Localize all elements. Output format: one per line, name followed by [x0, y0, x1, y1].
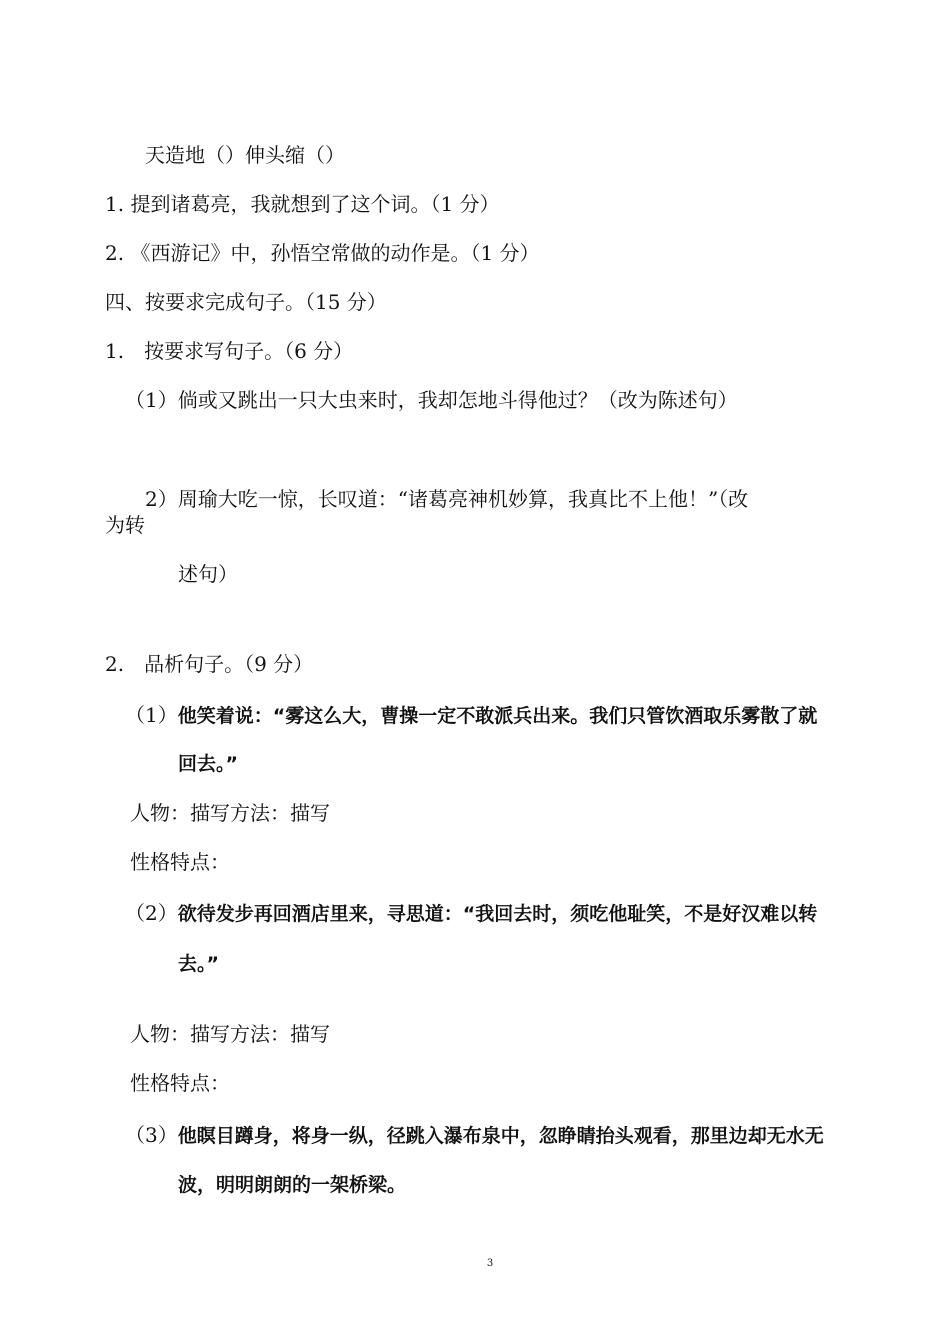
task-1-item-2: 2）周瑜大吃一惊，长叹道：“诸葛亮神机妙算，我真比不上他！”（改	[145, 487, 749, 511]
task-2-item-1-cont: 回去。”	[178, 753, 238, 775]
task-2-item-2	[125, 900, 817, 927]
question-2-line: 2. 《西游记》中，孙悟空常做的动作是。（1 分）	[105, 241, 540, 265]
question-1-line: 1. 提到诸葛亮，我就想到了这个词。（1 分）	[105, 192, 500, 216]
task-1-item-1: （1）倘或又跳出一只大虫来时，我却怎地斗得他过？（改为陈述句）	[125, 388, 738, 412]
item-2-character-line: 人物：描写方法：描写	[130, 1022, 330, 1046]
task-1-item-2-wrap: 为转	[105, 513, 145, 537]
item-text: 他笑着说：“雾这么大，曹操一定不敢派兵出来。我们只管饮酒取乐雾散了就	[177, 705, 818, 727]
task-2-item-1	[125, 702, 817, 729]
item-number: （2）	[125, 901, 178, 925]
item-1-trait-line: 性格特点：	[130, 850, 230, 874]
task-2-item-3-cont: 波，明明朗朗的一架桥梁。	[178, 1174, 407, 1196]
item-text: 欲待发步再回酒店里来，寻思道：“我回去时，须吃他耻笑，不是好汉难以转	[177, 903, 818, 925]
page-number: 3	[486, 1258, 494, 1269]
section-4-heading: 四、按要求完成句子。（15 分）	[105, 290, 387, 314]
item-text: 他瞑目蹲身，将身一纵，径跳入瀑布泉中，忽睁睛抬头观看，那里边却无水无	[177, 1125, 824, 1147]
task-2-item-3	[125, 1122, 824, 1149]
item-2-trait-line: 性格特点：	[130, 1071, 230, 1095]
idiom-blanks: 天造地（）伸头缩（）	[145, 143, 345, 167]
task-1-item-2-cont: 述句）	[178, 562, 238, 586]
task-2-item-2-cont: 去。”	[178, 953, 219, 975]
item-number: （3）	[125, 1123, 178, 1147]
task-2-heading: 2. 品析句子。（9 分）	[105, 652, 314, 676]
task-1-heading: 1. 按要求写句子。（6 分）	[105, 339, 354, 363]
item-1-character-line: 人物：描写方法：描写	[130, 801, 330, 825]
item-number: （1）	[125, 703, 178, 727]
